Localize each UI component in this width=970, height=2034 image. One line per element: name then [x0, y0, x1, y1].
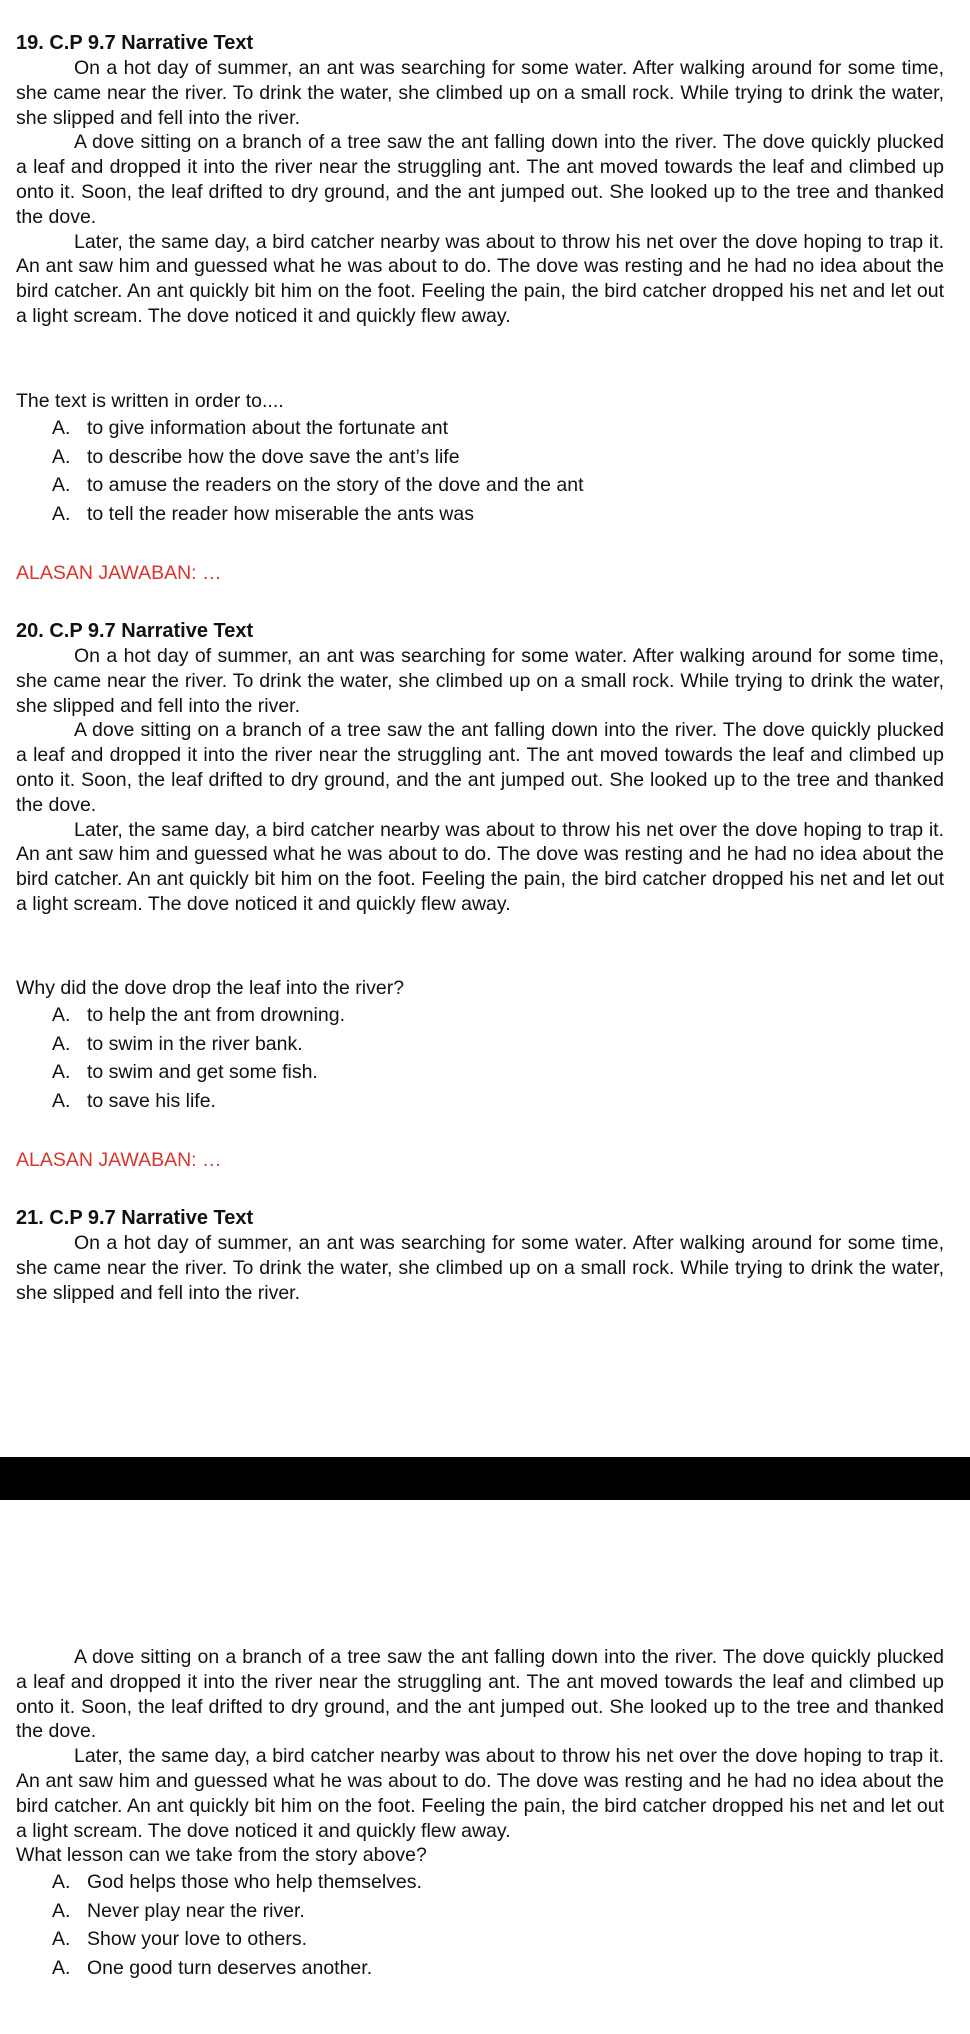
option-text: to tell the reader how miserable the ants was [87, 502, 474, 525]
option-letter: A. [52, 1032, 71, 1055]
redaction-band [0, 1457, 970, 1500]
question-19-options [16, 414, 944, 528]
question-19-prompt [16, 389, 944, 528]
option[interactable] [52, 1868, 944, 1897]
option-text: to help the ant from drowning. [87, 1004, 345, 1026]
option-letter: A. [52, 1061, 71, 1083]
option[interactable] [52, 1001, 944, 1030]
option[interactable] [52, 1954, 944, 1983]
option-letter: A. [52, 1899, 71, 1922]
option-letter: A. [52, 474, 71, 496]
question-20-passage [16, 619, 944, 917]
option-letter: A. [52, 1871, 71, 1894]
option[interactable] [52, 471, 944, 500]
question-19-paragraph-2: A dove sitting on a branch of a tree saw the ant falling down into the river. The dove quickly plucked a leaf and dropped it into the river near the struggling ant. The ant moved towards the leaf and climbed up onto it. Soon, the leaf drifted to dry ground, and the ant jumped out. She looked up to the tree and thanked the dove. [16, 131, 944, 228]
option[interactable] [52, 1897, 944, 1926]
question-19-question: The text is written in order to.... [16, 390, 284, 412]
question-20-paragraph-3: Later, the same day, a bird catcher nearby was about to throw his net over the dove hoping to trap it. An ant saw him and guessed what he was about to do. The dove was resting and he had no idea about the bird catcher. An ant quickly bit him on the foot. Feeling the pain, the bird catcher dropped his net and let out a light scream. The dove noticed it and quickly flew away. [16, 818, 944, 915]
question-21-paragraph-3: Later, the same day, a bird catcher nearby was about to throw his net over the dove hoping to trap it. An ant saw him and guessed what he was about to do. The dove was resting and he had no idea about the bird catcher. An ant quickly bit him on the foot. Feeling the pain, the bird catcher dropped his net and let out a light scream. The dove noticed it and quickly flew away. [16, 1745, 944, 1842]
option-text: to save his life. [87, 1089, 216, 1112]
question-21-options [16, 1868, 944, 1982]
question-20-paragraph-1: On a hot day of summer, an ant was searching for some water. After walking around for some time, she came near the river. To drink the water, she climbed up on a small rock. While trying to drink the water, she slipped and fell into the river. [16, 645, 944, 717]
option[interactable] [52, 1925, 944, 1954]
option-text: to amuse the readers on the story of the dove and the ant [87, 474, 584, 496]
option[interactable] [52, 443, 944, 472]
question-20-options [16, 1001, 944, 1115]
question-21-passage-bottom [16, 1645, 944, 1982]
option[interactable] [52, 1087, 944, 1116]
option-letter: A. [52, 1089, 71, 1112]
option-letter: A. [52, 1956, 71, 1979]
question-20-heading: 20. C.P 9.7 Narrative Text [16, 620, 254, 642]
option[interactable] [52, 414, 944, 443]
option-text: to swim and get some fish. [87, 1061, 318, 1083]
question-21-heading: 21. C.P 9.7 Narrative Text [16, 1207, 254, 1229]
question-20-prompt [16, 976, 944, 1115]
question-19-paragraph-3: Later, the same day, a bird catcher nearby was about to throw his net over the dove hoping to trap it. An ant saw him and guessed what he was about to do. The dove was resting and he had no idea about the bird catcher. An ant quickly bit him on the foot. Feeling the pain, the bird catcher dropped his net and let out a light scream. The dove noticed it and quickly flew away. [16, 230, 944, 327]
option-text: to swim in the river bank. [87, 1032, 303, 1055]
option-letter: A. [52, 1928, 71, 1951]
option-text: Never play near the river. [87, 1899, 305, 1922]
option-letter: A. [52, 445, 71, 468]
question-21-question: What lesson can we take from the story above? [16, 1844, 427, 1867]
question-21-paragraph-2: A dove sitting on a branch of a tree saw the ant falling down into the river. The dove quickly plucked a leaf and dropped it into the river near the struggling ant. The ant moved towards the leaf and climbed up onto it. Soon, the leaf drifted to dry ground, and the ant jumped out. She looked up to the tree and thanked the dove. [16, 1646, 944, 1743]
option-text: God helps those who help themselves. [87, 1871, 422, 1894]
option-text: to describe how the dove save the ant’s life [87, 445, 460, 468]
option[interactable] [52, 1058, 944, 1087]
question-19-passage [16, 31, 944, 329]
question-20-question: Why did the dove drop the leaf into the river? [16, 977, 405, 999]
question-20-paragraph-2: A dove sitting on a branch of a tree saw the ant falling down into the river. The dove quickly plucked a leaf and dropped it into the river near the struggling ant. The ant moved towards the leaf and climbed up onto it. Soon, the leaf drifted to dry ground, and the ant jumped out. She looked up to the tree and thanked the dove. [16, 719, 944, 816]
option[interactable] [52, 500, 944, 529]
question-20-answer-note: ALASAN JAWABAN: … [16, 1149, 222, 1171]
question-19-paragraph-1: On a hot day of summer, an ant was searching for some water. After walking around for some time, she came near the river. To drink the water, she climbed up on a small rock. While trying to drink the water, she slipped and fell into the river. [16, 57, 944, 129]
option-text: One good turn deserves another. [87, 1956, 373, 1979]
option-letter: A. [52, 502, 71, 525]
question-21-paragraph-1: On a hot day of summer, an ant was searching for some water. After walking around for some time, she came near the river. To drink the water, she climbed up on a small rock. While trying to drink the water, she slipped and fell into the river. [16, 1232, 944, 1304]
question-19-heading: 19. C.P 9.7 Narrative Text [16, 32, 254, 54]
option[interactable] [52, 1030, 944, 1059]
question-21-passage-top [16, 1206, 944, 1305]
option-letter: A. [52, 1004, 71, 1026]
option-text: to give information about the fortunate ant [87, 417, 448, 439]
option-text: Show your love to others. [87, 1928, 308, 1951]
question-19-answer-note: ALASAN JAWABAN: … [16, 562, 222, 584]
option-letter: A. [52, 417, 71, 439]
